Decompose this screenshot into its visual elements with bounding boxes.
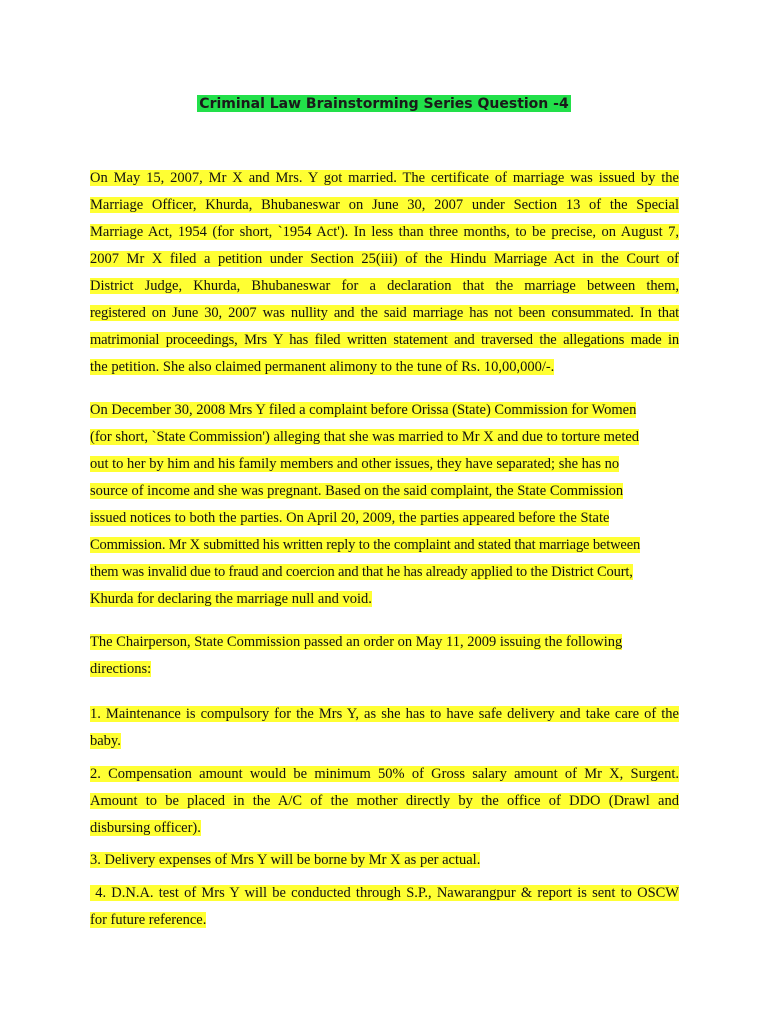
- paragraph-line: District Judge, Khurda, Bhubaneswar for a declaration that the marriage between them,: [90, 278, 679, 294]
- direction-item-1: [90, 701, 679, 755]
- direction-item-2: [90, 761, 679, 842]
- paragraph-line: The Chairperson, State Commission passed an order on May 11, 2009 issuing the following: [90, 634, 623, 650]
- paragraph-chairperson-order: [90, 629, 679, 683]
- paragraph-line: matrimonial proceedings, Mrs Y has filed written statement and traversed the allegations made in: [90, 332, 679, 348]
- paragraph-line: the petition. She also claimed permanent alimony to the tune of Rs. 10,00,000/-.: [90, 359, 555, 375]
- paragraph-line: for future reference.: [90, 912, 207, 928]
- paragraph-line: 3. Delivery expenses of Mrs Y will be borne by Mr X as per actual.: [90, 852, 481, 868]
- paragraph-line: Commission. Mr X submitted his written reply to the complaint and stated that marriage between: [90, 537, 641, 553]
- paragraph-line: 2. Compensation amount would be minimum 50% of Gross salary amount of Mr X, Surgent.: [90, 766, 679, 782]
- document-title: Criminal Law Brainstorming Series Question -4: [199, 96, 569, 112]
- paragraph-line: Khurda for declaring the marriage null and void.: [90, 591, 372, 607]
- paragraph-line: directions:: [90, 661, 152, 677]
- paragraph-line: 1. Maintenance is compulsory for the Mrs Y, as she has to have safe delivery and take care of the: [90, 706, 679, 722]
- paragraph-line: baby.: [90, 733, 121, 749]
- paragraph-line: 2007 Mr X filed a petition under Section 25(iii) of the Hindu Marriage Act in the Court of: [90, 251, 679, 267]
- paragraph-commission-complaint: [90, 397, 679, 613]
- paragraph-line: On December 30, 2008 Mrs Y filed a complaint before Orissa (State) Commission for Women: [90, 402, 637, 418]
- paragraph-line: 4. D.N.A. test of Mrs Y will be conducted through S.P., Nawarangpur & report is sent to OSCW: [90, 885, 679, 901]
- paragraph-line: Marriage Officer, Khurda, Bhubaneswar on June 30, 2007 under Section 13 of the Special: [90, 197, 679, 213]
- paragraph-line: out to her by him and his family members and other issues, they have separated; she has no: [90, 456, 620, 472]
- paragraph-line: Amount to be placed in the A/C of the mother directly by the office of DDO (Drawl and: [90, 793, 679, 809]
- paragraph-line: disbursing officer).: [90, 820, 201, 836]
- paragraph-line: issued notices to both the parties. On April 20, 2009, the parties appeared before the State: [90, 510, 610, 526]
- document-title-block: [0, 95, 768, 114]
- paragraph-line: them was invalid due to fraud and coercion and that he has already applied to the District Court,: [90, 564, 633, 580]
- paragraph-line: On May 15, 2007, Mr X and Mrs. Y got married. The certificate of marriage was issued by the: [90, 170, 679, 186]
- paragraph-line: registered on June 30, 2007 was nullity and the said marriage has not been consummated. In that: [90, 305, 679, 321]
- paragraph-line: source of income and she was pregnant. Based on the said complaint, the State Commission: [90, 483, 624, 499]
- paragraph-line: Marriage Act, 1954 (for short, `1954 Act'). In less than three months, to be precise, on August 7,: [90, 224, 679, 240]
- paragraph-marriage-facts: [90, 165, 679, 381]
- direction-item-3: [90, 847, 679, 874]
- paragraph-line: (for short, `State Commission') alleging that she was married to Mr X and due to torture meted: [90, 429, 640, 445]
- direction-item-4: [90, 880, 679, 934]
